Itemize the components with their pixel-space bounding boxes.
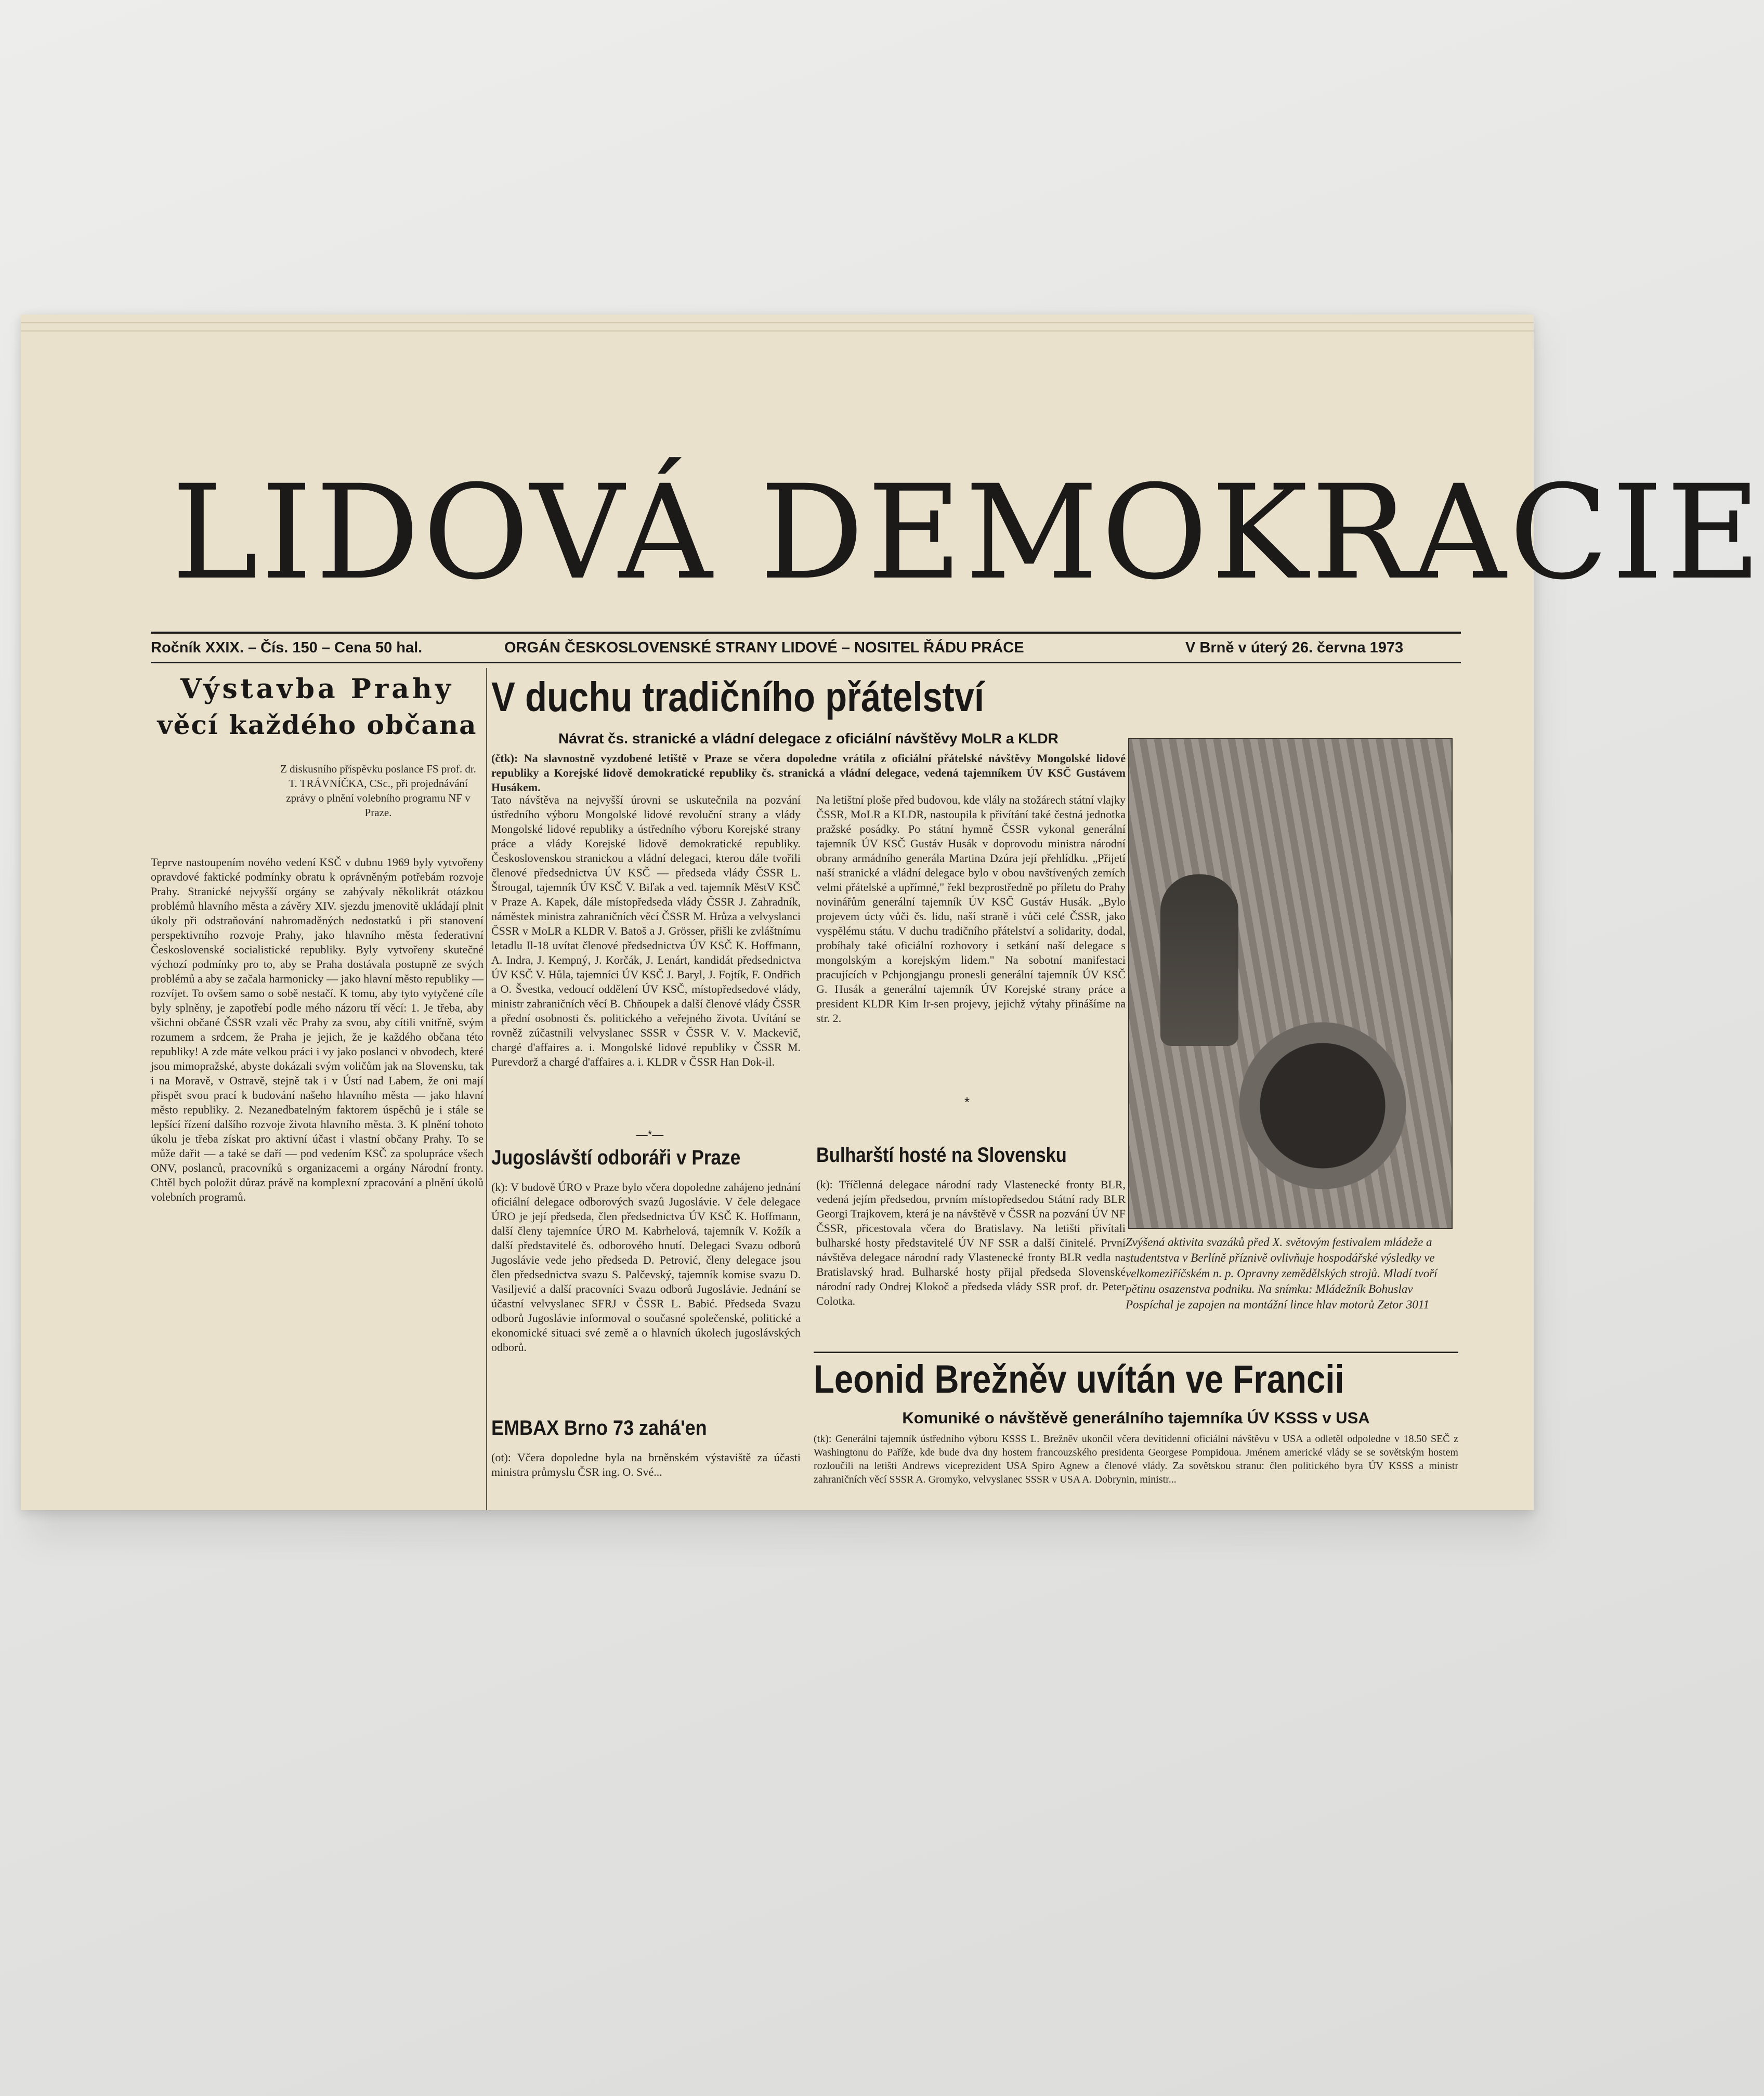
fold-edge (21, 322, 1534, 323)
masthead-top-rule (151, 632, 1461, 634)
left-byline: Z diskusního příspěvku poslance FS prof. dr. T. TRÁVNÍČKA, CSc., při projednávání zprávy o plnění volebního programu NF v Praze. (280, 763, 476, 819)
section-asterisk: * (964, 1094, 970, 1110)
organ-line: ORGÁN ČESKOSLOVENSKÉ STRANY LIDOVÉ – NOSITEL ŘÁDU PRÁCE (504, 639, 1024, 656)
left-headline-2: věcí každého občana (157, 710, 477, 740)
masthead-title: LIDOVÁ DEMOKRACIE (172, 457, 1764, 608)
yugoslav-headline: Jugoslávští odboráři v Praze (491, 1146, 741, 1169)
brezhnev-subhead: Komuniké o návštěvě generálního tajemníka ÚV KSSS v USA (902, 1409, 1370, 1427)
newspaper-page (21, 315, 1764, 1510)
section-separator: —*— (636, 1128, 664, 1141)
photo-caption: Zvýšená aktivita svazáků před X. světovým festivalem mládeže a studentstva v Berlíně příznivě ovlivňuje hospodářské výsledky ve velkomeziříčském n. p. Opravny zemědělských strojů. Mladí tvoří pětinu osazenstva podniku. Na snímku: Mládežník Bohuslav Pospíchal je zapojen na montážní lince hlav motorů Zetor 3011 (1126, 1236, 1438, 1311)
issue-info: Ročník XXIX. – Čís. 150 – Cena 50 hal. (151, 639, 423, 656)
bulgarian-body: (k): Tříčlenná delegace národní rady Vlastenecké fronty BLR, vedená jejím předsedou, prvním místopředsedou Státní rady BLR Georgi Trajkovem, která je na návštěvě v ČSSR na pozvání ÚV NF ČSSR, přicestovala včera do Bratislavy. Na letišti přivítali bulharské hosty představitelé ÚV NF SSR a další činitelé. První návštěva delegace národní rady Vlastenecké fronty BLR vedla na Bratislavský hrad. Bulharské hosty přijal předseda Slovenské národní rady Ondrej Klokoč a předseda vlády SSR prof. dr. Peter Colotka. (816, 1178, 1126, 1307)
embax-body: (ot): Včera dopoledne byla na brněnském výstaviště za účasti ministra průmyslu ČSR ing. O. Své... (491, 1451, 801, 1478)
lead-subhead: Návrat čs. stranické a vládní delegace z oficiální návštěvy MoLR a KLDR (558, 730, 1059, 746)
yugoslav-body: (k): V budově ÚRO v Praze bylo včera dopoledne zahájeno jednání oficiální delegace odborových svazů Jugoslávie. V čele delegace ÚRO je její předseda, člen předsednictva ÚV KSČ K. Hoffmann, další členy tajemníce ÚRO M. Kabrhelová, tajemník V. Kožík a další představitelé čs. odborového hnutí. Delegaci Svazu odborů Jugoslávie vede jeho předseda D. Petrović, členy delegace jsou člen předsednictva svazu S. Palčevský, tajemník komise svazu D. Vasiljević a další pracovníci Svazu odborů Jugoslávie. Jednání se účastní velvyslanec SFRJ v ČSSR L. Babić. Předseda Svazu odborů Jugoslávie informoval o současné společenské, politické a ekonomické situaci své země a o hlavních úkolech jugoslávských odborů. (491, 1181, 801, 1354)
lead-headline: V duchu tradičního přátelství (491, 674, 985, 720)
lead-column-1: Tato návštěva na nejvyšší úrovni se uskutečnila na pozvání ústředního výboru Mongolské lidové revoluční strany a vlády Mongolské lidové republiky a ústředního výboru Korejské strany práce a vlády Korejské lidově demokratické republiky. Československou stranickou a vládní delegaci, kterou dále tvořili členové předsednictva ÚV KSČ — předseda vlády ČSSR L. Štrougal, tajemník ÚV KSČ V. Biľak a ved. tajemník MěstV KSČ v Praze A. Kapek, dále místopředseda vlády ČSSR J. Zahradník, náměstek ministra zahraničních věcí ČSSR M. Hrůza a velvyslanci ČSSR v MoLR a KLDR V. Batoš a J. Grösser, přišli ke zvláštnímu letadlu Il-18 uvítat členové předsednictva ÚV KSČ K. Hoffmann, A. Indra, J. Kempný, J. Korčák, J. Lenárt, kandidát předsednictva ÚV KSČ V. Hůla, tajemníci ÚV KSČ J. Baryl, J. Fojtík, F. Ondřich a O. Švestka, vedoucí oddělení ÚV KSČ, místopředsedové vlády, ministr zahraničních věcí B. Chňoupek a další členové vlády ČSSR a přední osobnosti čs. politického a veřejného života. Uvítání se rovněž zúčastnili velvyslanec SSSR v ČSSR V. V. Mackevič, chargé d'affaires a. i. Mongolské lidové republiky v ČSSR M. Purevdorž a chargé d'affaires a. i. KLDR v ČSSR Han Dok-il. (491, 793, 801, 1068)
masthead-bottom-rule (151, 662, 1461, 663)
brezhnev-body: (tk): Generální tajemník ústředního výboru KSSS L. Brežněv ukončil včera devítidenní oficiální návštěvu v USA a odletěl odpoledne v 18.50 SEČ z Washingtonu do Paříže, kde bude dva dny hostem francouzského presidenta Georgese Pompidoua. Jménem americké vlády se se sovětským hostem rozloučili na letišti Andrews viceprezident USA Spiro Agnew a členové vlády. Za sovětskou stranu: člen politického byra ÚV KSSS a ministr zahraničních věcí SSSR A. Gromyko, velvyslanec SSSR v USA A. Dobrynin, ministr... (814, 1433, 1458, 1485)
brezhnev-headline: Leonid Brežněv uvítán ve Francii (814, 1357, 1344, 1401)
column-divider (486, 668, 487, 1510)
worker-figure (1160, 874, 1238, 1046)
brezhnev-top-rule (814, 1352, 1458, 1353)
lead-intro: (čtk): Na slavnostně vyzdobené letiště v Praze se včera dopoledne vrátila z oficiální přátelské návštěvy Mongolské lidové republiky a Korejské lidově demokratické republiky čs. stranická a vládní delegace, vedená tajemníkem ÚV KSČ Gustávem Husákem. (491, 752, 1126, 794)
dateline: V Brně v úterý 26. června 1973 (1185, 639, 1404, 656)
bulgarian-headline: Bulharští hosté na Slovensku (816, 1144, 1067, 1167)
left-article-body: Teprve nastoupením nového vedení KSČ v dubnu 1969 byly vytvořeny opravdové faktické podmínky obratu k oprávněným potřebám rozvoje Prahy. Stranické nejvyšší orgány se zabývaly několikrát otázkou problémů hlavního města a závěry XIV. sjezdu jmenovitě ukládají plnit úkoly při odstraňování nahromaděných nedostatků i při stanovení perspektivního rozvoje Prahy, jako hlavního města federativní Československé socialistické republiky. Byly vytvořeny skutečné výchozí podmínky pro to, aby se Praha dostávala postupně ze svých problémů a aby se začala harmonicky — jako hlavní město republiky — rozvíjet. To ovšem samo o sobě nestačí. K tomu, aby tyto vytyčené cíle byly splněny, je zapotřebí podle mého názoru tří věcí: 1. Je třeba, aby všichni občané ČSSR vzali věc Prahy za svou, aby cítili vnitřně, svým rozumem a srdcem, že Praha je jejich, že je každého občana této republiky! A zde máte velkou práci i vy jako poslanci v obvodech, které jsou mimopražské, abyste dokázali svým voličům jak na Slovensku, tak i na Moravě, v Ostravě, stejně tak i v Ústí nad Labem, že oni mají přispět svou prací k budování našeho hlavního města — jako hlavní město republiky. 2. Nezanedbatelným faktorem úspěchů je i stále se lepšící řízení dalšího rozvoje života hlavního města. 3. K plnění tohoto úkolu je třeba získat pro aktivní účast i vlastní občany Prahy. To se může dařit — a také se daří — pod vedením KSČ za spolupráce všech ONV, poslanců, pracovníků s organizacemi a orgány Národní fronty. Chtěl bych položit důraz právě na komplexní zpracování a plnění úkolů volebních programů. (151, 856, 484, 1203)
left-headline-1: Výstavba Prahy (180, 673, 454, 705)
lead-column-2: Na letištní ploše před budovou, kde vlály na stožárech státní vlajky ČSSR, MoLR a KLDR, nastoupila k přivítání také čestná jednotka pražské posádky. Po státní hymně ČSSR vykonal generální tajemník ÚV KSČ Gustáv Husák v doprovodu ministra národní obrany armádního generála Martina Dzúra její přehlídku. „Přijetí naší stranické a vládní delegace bylo v obou navštívených zemích velmi přátelské a upřímné," řekl bezprostředně po příletu do Prahy novinářům generální tajemník ÚV KSČ Gustáv Husák. „Bylo projevem úcty vůči čs. lidu, naší straně i vůči celé ČSSR, jako vyspělému státu. V duchu tradičního přátelství a solidarity, dodal, probíhaly také oficiální rozhovory i setkání naší delegace s mongolským a korejským lidem." Na sobotní manifestaci pracujících v Pchjongjangu pronesli generální tajemník ÚV KSČ G. Husák a generální tajemník ÚV Korejské strany práce a president KLDR Kim Ir-sen projevy, jejichž výtahy přinášíme na str. 2. (816, 793, 1126, 1025)
fold-edge-inner (21, 330, 1534, 332)
factory-photo (1128, 738, 1453, 1229)
embax-headline: EMBAX Brno 73 zahá'en (491, 1417, 707, 1439)
